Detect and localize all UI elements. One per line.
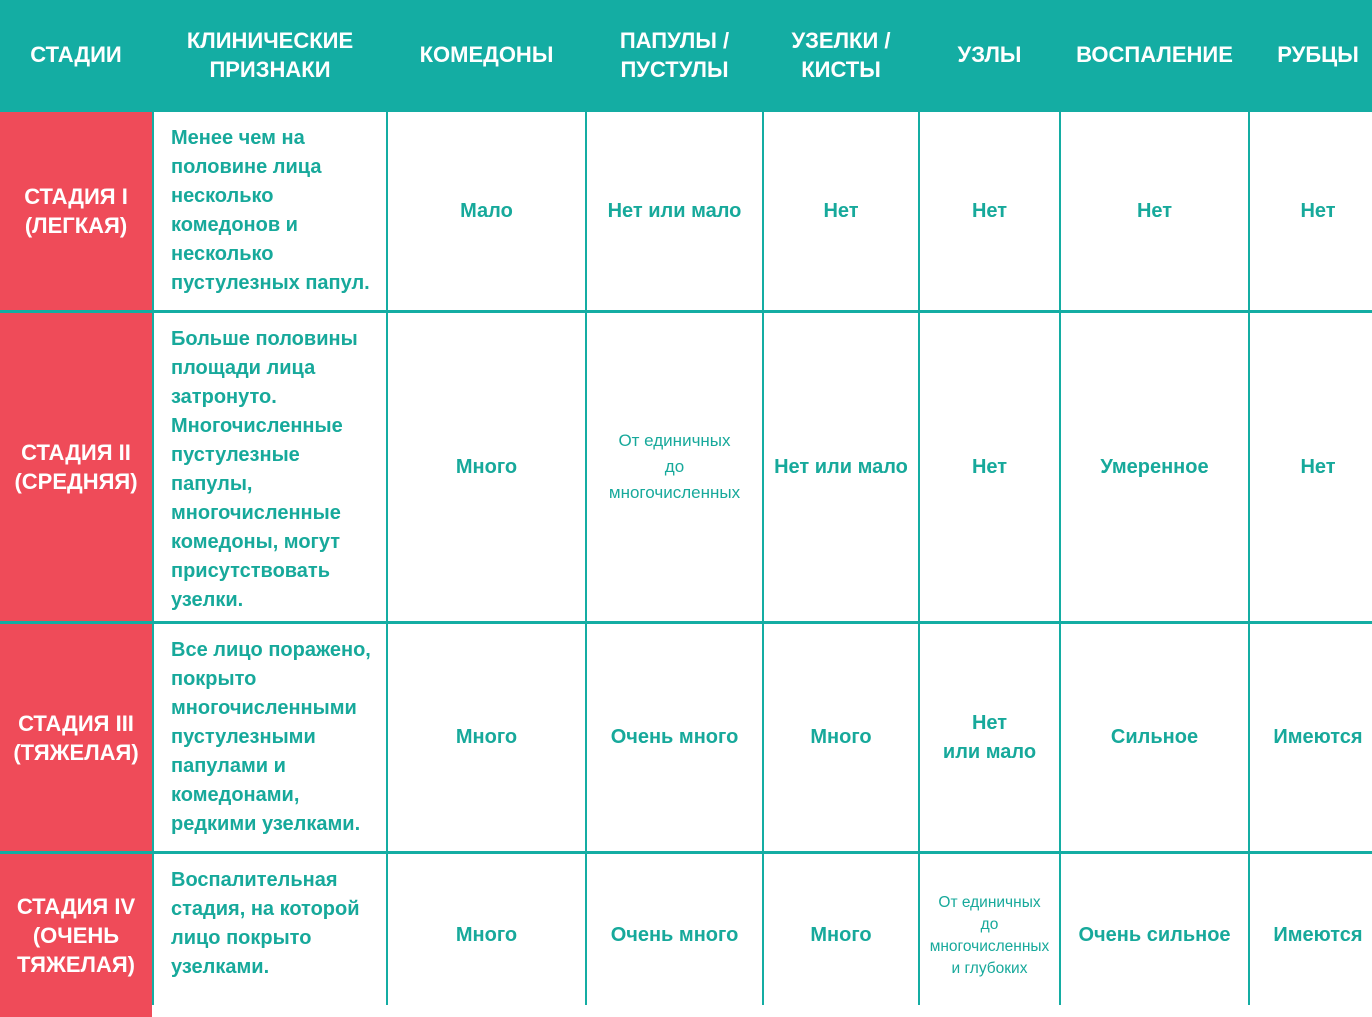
- nodes-cell: Нет: [920, 313, 1059, 621]
- comedones-cell: Много: [388, 313, 585, 621]
- nodules-cysts-cell: Нет: [764, 112, 918, 310]
- papules-cell: От единичных до многочисленных: [587, 313, 762, 621]
- papules-cell: Очень много: [587, 854, 762, 1017]
- clinical-signs-cell: Больше половины площади лица затронуто. Многочисленные пустулезные папулы, многочисленные комедоны, могут присутствовать узелки.: [154, 313, 386, 621]
- header-clinical-signs: КЛИНИЧЕСКИЕ ПРИЗНАКИ: [154, 0, 386, 109]
- inflammation-cell: Умеренное: [1061, 313, 1248, 621]
- scars-cell: Нет: [1250, 112, 1372, 310]
- scars-cell: Нет: [1250, 313, 1372, 621]
- clinical-signs-cell: Все лицо поражено, покрыто многочисленными пустулезными папулами и комедонами, редкими узелками.: [154, 624, 386, 851]
- nodules-cysts-cell: Много: [764, 854, 918, 1017]
- papules-cell: Нет или мало: [587, 112, 762, 310]
- clinical-signs-cell: Воспалительная стадия, на которой лицо покрыто узелками.: [154, 854, 386, 1017]
- header-nodules-cysts: УЗЕЛКИ / КИСТЫ: [764, 0, 918, 109]
- nodes-cell: Нет или мало: [920, 624, 1059, 851]
- header-stages: СТАДИИ: [0, 0, 152, 109]
- comedones-cell: Много: [388, 854, 585, 1017]
- header-scars: РУБЦЫ: [1250, 0, 1372, 109]
- comedones-cell: Много: [388, 624, 585, 851]
- stage-label: СТАДИЯ III (ТЯЖЕЛАЯ): [0, 624, 152, 851]
- scars-cell: Имеются: [1250, 854, 1372, 1017]
- inflammation-cell: Очень сильное: [1061, 854, 1248, 1017]
- header-inflammation: ВОСПАЛЕНИЕ: [1061, 0, 1248, 109]
- nodules-cysts-cell: Нет или мало: [764, 313, 918, 621]
- header-comedones: КОМЕДОНЫ: [388, 0, 585, 109]
- stage-label: СТАДИЯ IV (ОЧЕНЬ ТЯЖЕЛАЯ): [0, 854, 152, 1017]
- nodules-cysts-cell: Много: [764, 624, 918, 851]
- inflammation-cell: Сильное: [1061, 624, 1248, 851]
- inflammation-cell: Нет: [1061, 112, 1248, 310]
- stage-label: СТАДИЯ II (СРЕДНЯЯ): [0, 313, 152, 621]
- comedones-cell: Мало: [388, 112, 585, 310]
- clinical-signs-cell: Менее чем на половине лица несколько комедонов и несколько пустулезных папул.: [154, 112, 386, 310]
- header-nodes: УЗЛЫ: [920, 0, 1059, 109]
- nodes-cell: От единичных до многочисленных и глубоких: [920, 854, 1059, 1017]
- papules-cell: Очень много: [587, 624, 762, 851]
- header-papules-pustules: ПАПУЛЫ / ПУСТУЛЫ: [587, 0, 762, 109]
- stage-label: СТАДИЯ I (ЛЕГКАЯ): [0, 112, 152, 310]
- scars-cell: Имеются: [1250, 624, 1372, 851]
- nodes-cell: Нет: [920, 112, 1059, 310]
